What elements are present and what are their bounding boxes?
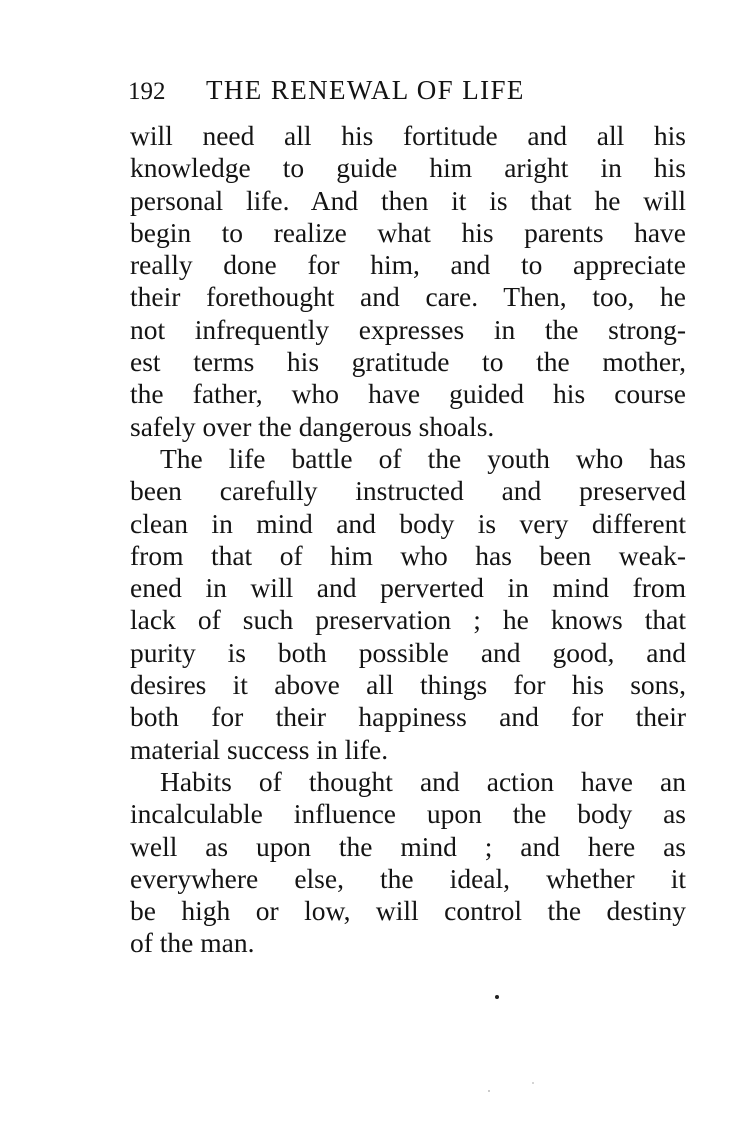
body-text bbox=[130, 120, 686, 960]
text-line: will need all his fortitude and all his bbox=[130, 120, 686, 151]
running-head bbox=[128, 72, 688, 108]
text-line: The life battle of the youth who has bbox=[160, 442, 686, 474]
text-line: safely over the dangerous shoals. bbox=[130, 410, 495, 442]
text-line: lack of such preservation ; he knows that bbox=[130, 604, 686, 636]
text-line: begin to realize what his parents have bbox=[130, 216, 686, 248]
text-line: not infrequently expresses in the strong- bbox=[130, 313, 686, 345]
text-line: be high or low, will control the destiny bbox=[130, 895, 686, 927]
text-line: really done for him, and to appreciate bbox=[130, 249, 686, 281]
ink-speck bbox=[532, 1082, 534, 1084]
text-line: from that of him who has been weak- bbox=[130, 539, 686, 571]
paragraph-1 bbox=[130, 120, 686, 443]
text-line: of the man. bbox=[130, 927, 255, 959]
text-line: well as upon the mind ; and here as bbox=[130, 830, 686, 862]
text-line: been carefully instructed and preserved bbox=[130, 475, 686, 507]
text-line: knowledge to guide him aright in his bbox=[130, 152, 686, 184]
text-line: their forethought and care. Then, too, he bbox=[130, 281, 686, 313]
text-line: both for their happiness and for their bbox=[130, 701, 686, 733]
text-line: ened in will and perverted in mind from bbox=[130, 572, 686, 604]
text-line: clean in mind and body is very different bbox=[130, 507, 686, 539]
ink-speck bbox=[495, 995, 499, 999]
text-line: the father, who have guided his course bbox=[130, 378, 686, 410]
text-line: everywhere else, the ideal, whether it bbox=[130, 862, 686, 894]
text-line: personal life. And then it is that he will bbox=[130, 184, 686, 216]
text-line: Habits of thought and action have an bbox=[160, 765, 686, 797]
text-line: est terms his gratitude to the mother, bbox=[130, 346, 686, 378]
paragraph-3 bbox=[130, 766, 686, 960]
ink-speck bbox=[488, 1090, 490, 1092]
text-line: material success in life. bbox=[130, 733, 389, 765]
text-line: incalculable influence upon the body as bbox=[130, 798, 686, 830]
page-number: 192 bbox=[128, 78, 166, 105]
paragraph-2 bbox=[130, 443, 686, 766]
text-line: purity is both possible and good, and bbox=[130, 636, 686, 668]
running-title: THE RENEWAL OF LIFE bbox=[206, 75, 525, 105]
text-line: desires it above all things for his sons, bbox=[130, 669, 686, 701]
